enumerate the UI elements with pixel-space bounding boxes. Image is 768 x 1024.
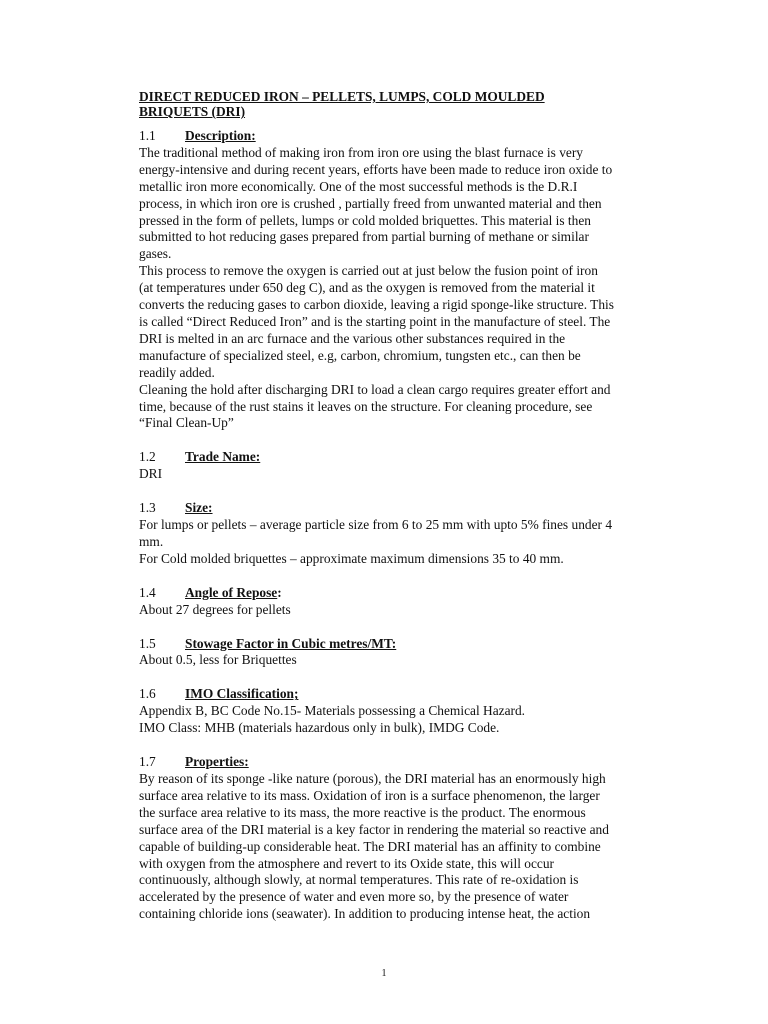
document-title: DIRECT REDUCED IRON – PELLETS, LUMPS, COLD MOULDED BRIQUETS (DRI): [139, 89, 545, 119]
paragraph: IMO Class: MHB (materials hazardous only in bulk), IMDG Code.: [139, 720, 500, 736]
section-size: [139, 500, 615, 568]
page-number: 1: [381, 968, 387, 979]
paragraph: About 0.5, less for Briquettes: [139, 652, 297, 668]
section-trade-name: [139, 449, 615, 483]
section-angle-of-repose: [139, 585, 615, 619]
section-heading: Trade Name:: [185, 449, 261, 465]
section-number: 1.6: [139, 686, 156, 702]
section-heading: Angle of Repose: [185, 584, 278, 600]
paragraph: Cleaning the hold after discharging DRI to load a clean cargo requires greater effort and time, because of the rust stains it leaves on the structure. For cleaning procedure, see “Final Clean-Up”: [139, 381, 611, 431]
paragraph: This process to remove the oxygen is carried out at just below the fusion point of iron (at temperatures under 650 deg C), and as the oxygen is removed from the material it converts the reducing gases to carbon dioxide, leaving a rigid sponge-like structure. This is called “Direct Reduced Iron” and is the starting point in the manufacture of steel. The DRI is melted in an arc furnace and the various other substances required in the manufacture of specialized steel, e.g, carbon, chromium, tungsten etc., can then be readily added.: [139, 263, 614, 380]
section-number: 1.2: [139, 449, 156, 465]
heading-colon: :: [277, 584, 282, 600]
section-number: 1.4: [139, 584, 156, 600]
paragraph: DRI: [139, 466, 163, 482]
paragraph: For lumps or pellets – average particle size from 6 to 25 mm with upto 5% fines under 4 mm.: [139, 517, 613, 549]
section-number: 1.1: [139, 128, 156, 143]
section-heading: Stowage Factor in Cubic metres/MT:: [185, 635, 397, 651]
section-description: [139, 128, 615, 432]
section-number: 1.3: [139, 500, 156, 516]
paragraph: About 27 degrees for pellets: [139, 601, 291, 617]
section-heading: Properties:: [185, 754, 249, 770]
section-imo-classification: [139, 686, 615, 737]
paragraph: The traditional method of making iron from iron ore using the blast furnace is very energy-intensive and during recent years, efforts have been made to reduce iron oxide to metallic iron more economically. One of the most successful methods is the D.R.I process, in which iron ore is crushed , partially freed from unwanted material and then pressed in the form of pellets, lumps or cold molded briquettes. This material is then submitted to hot reducing gases prepared from partial burning of methane or similar gases.: [139, 144, 613, 262]
section-number: 1.5: [139, 635, 156, 651]
section-heading: Description:: [185, 128, 256, 143]
section-heading: IMO Classification;: [185, 686, 299, 702]
section-stowage-factor: [139, 636, 615, 670]
paragraph: For Cold molded briquettes – approximate maximum dimensions 35 to 40 mm.: [139, 550, 564, 566]
section-properties: [139, 754, 615, 923]
paragraph: Appendix B, BC Code No.15- Materials possessing a Chemical Hazard.: [139, 703, 526, 719]
section-number: 1.7: [139, 754, 156, 770]
section-heading: Size:: [185, 500, 213, 516]
paragraph: By reason of its sponge -like nature (porous), the DRI material has an enormously high surface area relative to its mass. Oxidation of iron is a surface phenomenon, the larger the surface area relative to its mass, the more reactive is the product. The enormous surface area of the DRI material is a key factor in rendering the material so reactive and capable of building-up considerable heat. The DRI material has an affinity to combine with oxygen from the atmosphere and revert to its Oxide state, this will occur continuously, although slowly, at normal temperatures. This rate of re-oxidation is accelerated by the presence of water and even more so, by the presence of water containing chloride ions (seawater). In addition to producing intense heat, the action: [139, 771, 609, 922]
document-page: [139, 89, 615, 923]
